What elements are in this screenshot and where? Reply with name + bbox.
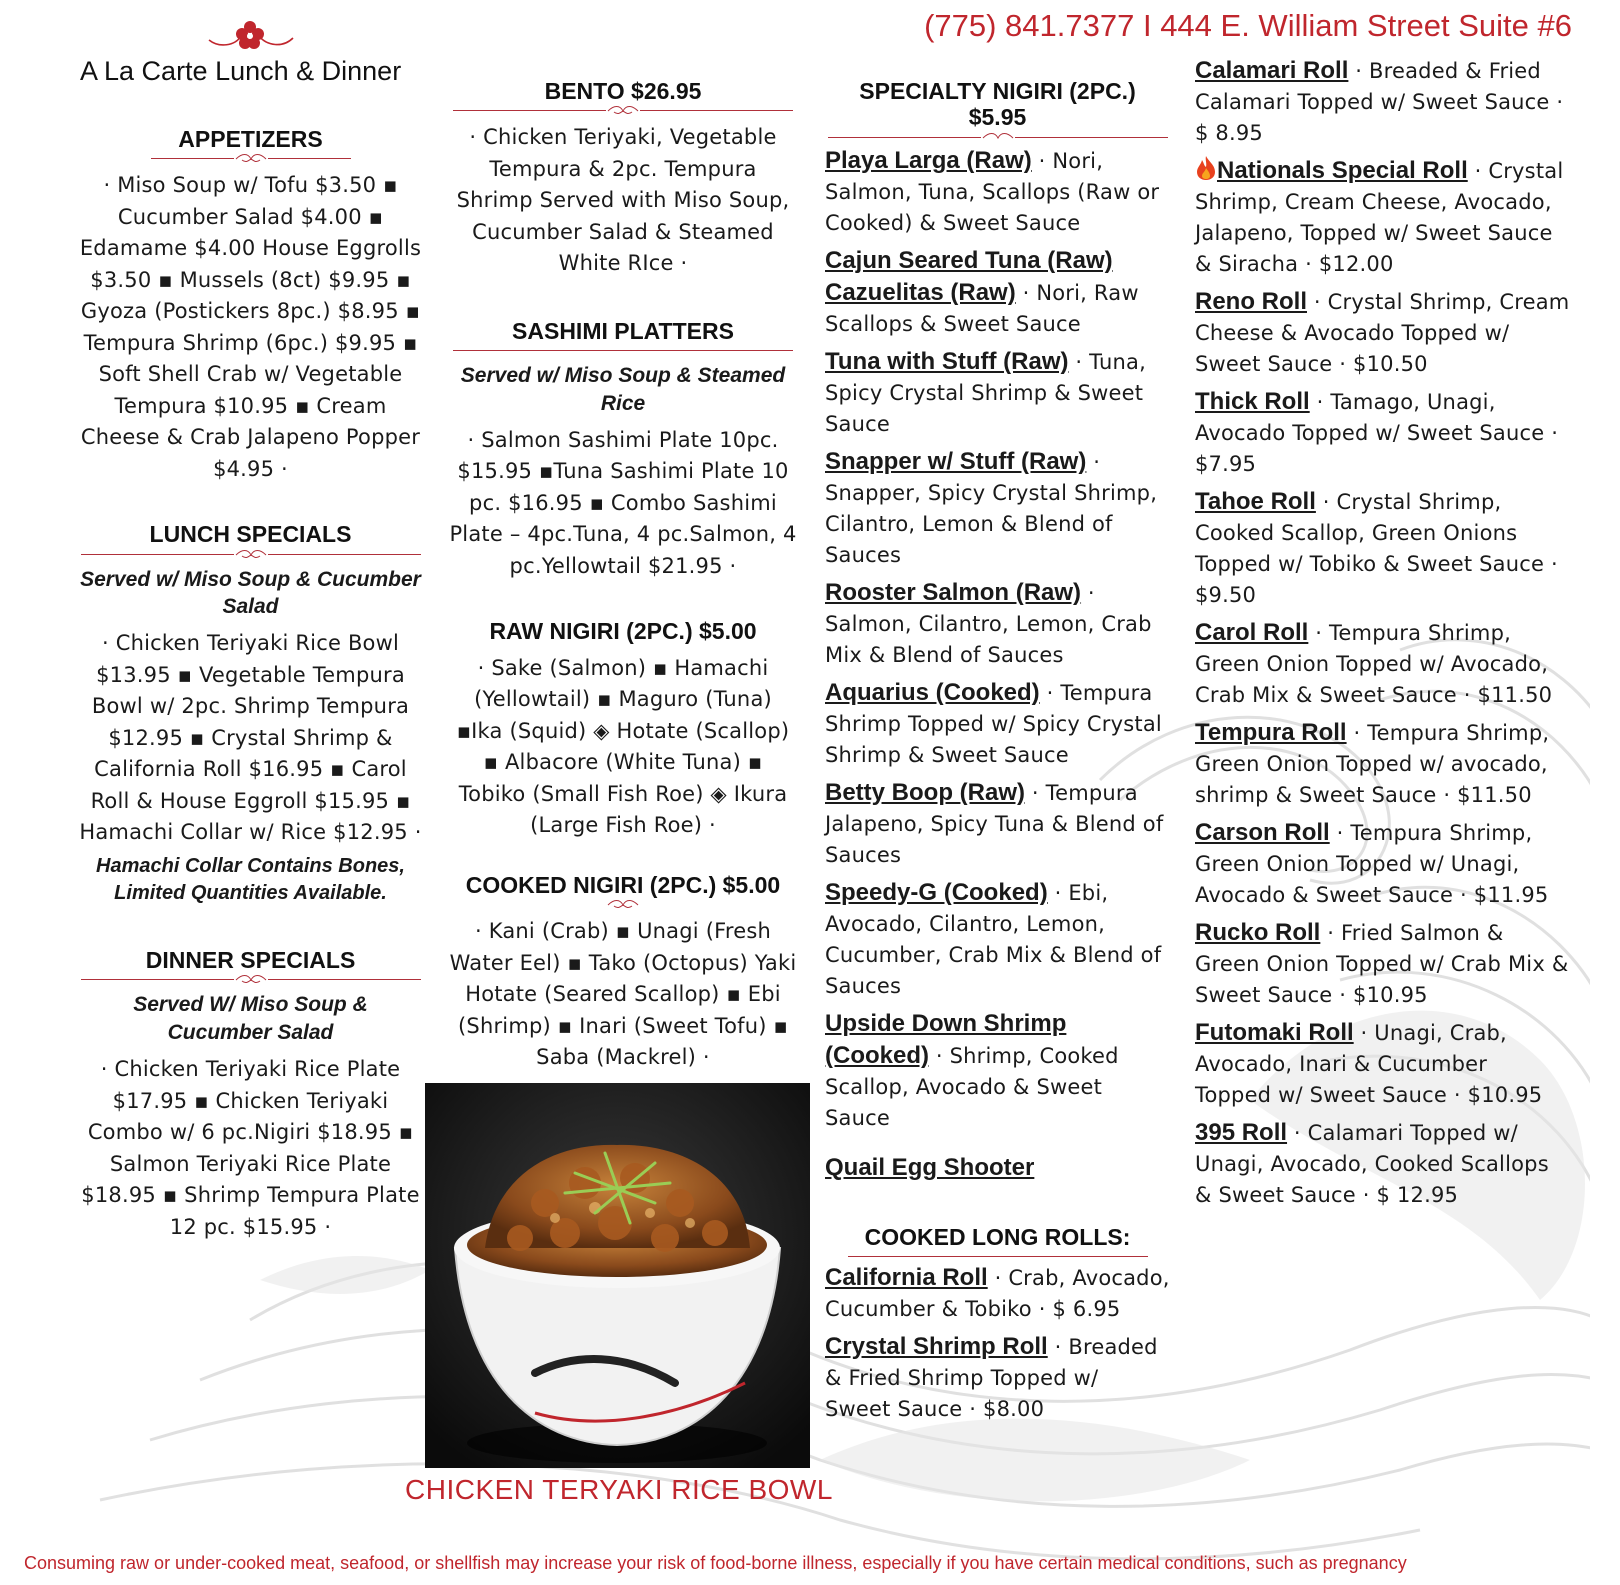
cooked-nigiri-section — [448, 872, 798, 1074]
item-name: Rooster Salmon (Raw) — [825, 578, 1082, 606]
bento-description: · Chicken Teriyaki, Vegetable Tempura & 2pc. Tempura Shrimp Served with Miso Soup, Cucumber Salad & Steamed White RIce · — [456, 125, 790, 276]
item-name: Quail Egg Shooter — [825, 1153, 1035, 1181]
menu-item — [825, 245, 1170, 277]
item-description: · Salmon, Cilantro, Lemon, Crab Mix & Blend of Sauces — [825, 580, 1152, 667]
item-name: Carol Roll — [1195, 619, 1309, 646]
cooked-long-rolls-section — [825, 1224, 1170, 1425]
bento-title: BENTO $26.95 — [544, 78, 702, 104]
item-name: Betty Boop (Raw) — [825, 778, 1025, 806]
menu-item — [1195, 486, 1570, 611]
item-description: · Ebi, Avocado, Cilantro, Lemon, Cucumber, Crab Mix & Blend of Sauces — [825, 880, 1162, 998]
raw-food-disclaimer: Consuming raw or under-cooked meat, seafood, or shellfish may increase your risk of food-borne illness, especially if you have certain medical conditions, such as pregnancy — [24, 1553, 1407, 1573]
item-description: · Tuna, Spicy Crystal Shrimp & Sweet Sauce — [825, 349, 1146, 436]
item-description: · Fried Salmon & Green Onion Topped w/ Crab Mix & Sweet Sauce · $10.95 — [1195, 921, 1569, 1007]
menu-item — [1195, 617, 1570, 711]
raw-nigiri-title: RAW NIGIRI (2PC.) $5.00 — [489, 618, 757, 645]
item-name: Aquarius (Cooked) — [825, 678, 1040, 706]
menu-item — [825, 1331, 1170, 1425]
item-description: · Crystal Shrimp, Cream Cheese & Avocado Topped w/ Sweet Sauce · $10.50 — [1195, 290, 1570, 376]
cooked-nigiri-list: · Kani (Crab) ▪ Unagi (Fresh Water Eel) ▪ Tako (Octopus) Yaki Hotate (Seared Scallop) ▪ Ebi (Shrimp) ▪ Inari (Sweet Tofu) ▪ Saba (Mackrel) · — [449, 919, 797, 1070]
item-name: California Roll — [825, 1264, 988, 1292]
menu-item — [825, 1152, 1170, 1184]
menu-item — [1195, 55, 1570, 149]
menu-item — [1195, 1017, 1570, 1111]
item-description: · Tempura Jalapeno, Spicy Tuna & Blend of Sauces — [825, 780, 1164, 867]
menu-item — [1195, 155, 1570, 280]
spicy-flame-icon — [1195, 155, 1217, 181]
item-name: Thick Roll — [1195, 388, 1310, 415]
column-1 — [78, 126, 423, 1277]
menu-item — [825, 277, 1170, 340]
raw-nigiri-section — [448, 618, 798, 841]
section-divider — [548, 900, 698, 910]
section-divider — [81, 550, 421, 560]
item-description: · Tempura Shrimp, Green Onion Topped w/ Unagi, Avocado & Sweet Sauce · $11.95 — [1195, 821, 1549, 907]
flower-logo — [205, 18, 295, 54]
menu-item — [825, 346, 1170, 440]
cooked-nigiri-title: COOKED NIGIRI (2PC.) $5.00 — [465, 871, 781, 898]
column-3 — [825, 78, 1170, 1459]
sashimi-subtitle: Served w/ Miso Soup & Steamed Rice — [460, 364, 786, 415]
item-description: · Crystal Shrimp, Cooked Scallop, Green Onions Topped w/ Tobiko & Sweet Sauce · $9.50 — [1195, 490, 1558, 607]
menu-item — [825, 145, 1170, 239]
item-name: Speedy-G (Cooked) — [825, 878, 1048, 906]
item-name: Cazuelitas (Raw) — [825, 278, 1016, 306]
item-name: 395 Roll — [1195, 1119, 1288, 1146]
section-divider — [453, 346, 793, 356]
item-description: · Snapper, Spicy Crystal Shrimp, Cilantro, Lemon & Blend of Sauces — [825, 449, 1158, 567]
section-divider — [453, 106, 793, 116]
page-title: A La Carte Lunch & Dinner — [80, 56, 402, 86]
menu-item — [1195, 386, 1570, 480]
column-4 — [1195, 55, 1570, 1217]
appetizers-title: APPETIZERS — [178, 126, 323, 152]
bento-section — [448, 78, 798, 280]
item-name: Reno Roll — [1195, 288, 1307, 315]
item-name: Snapper w/ Stuff (Raw) — [825, 447, 1087, 475]
specialty-nigiri-title: SPECIALTY NIGIRI (2PC.) $5.95 — [859, 78, 1136, 131]
item-name: Tahoe Roll — [1195, 488, 1316, 515]
item-name: Tempura Roll — [1195, 719, 1347, 746]
contact-info: (775) 841.7377 I 444 E. William Street Suite #6 — [924, 8, 1572, 43]
section-divider — [81, 975, 421, 985]
item-name: Playa Larga (Raw) — [825, 146, 1032, 174]
sashimi-title: SASHIMI PLATTERS — [512, 317, 734, 344]
dinner-specials-section — [78, 947, 423, 1243]
menu-item — [825, 1008, 1170, 1134]
dinner-specials-list: · Chicken Teriyaki Rice Plate $17.95 ▪ Chicken Teriyaki Combo w/ 6 pc.Nigiri $18.95 ▪ Salmon Teriyaki Rice Plate $18.95 ▪ Shrimp Tempura Plate 12 pc. $15.95 · — [81, 1057, 420, 1239]
section-divider — [503, 647, 743, 651]
raw-nigiri-list: · Sake (Salmon) ▪ Hamachi (Yellowtail) ▪ Maguro (Tuna) ▪Ika (Squid) ◈ Hotate (Scallop) ▪ Albacore (White Tuna) ▪ Tobiko (Small Fish Roe) ◈ Ikura (Large Fish Roe) · — [456, 655, 790, 838]
item-name: Upside Down Shrimp (Cooked) — [825, 1009, 1067, 1069]
lunch-specials-subtitle: Served w/ Miso Soup & Cucumber Salad — [80, 567, 421, 619]
sashimi-list: · Salmon Sashimi Plate 10pc. $15.95 ▪Tuna Sashimi Plate 10 pc. $16.95 ▪ Combo Sashimi Plate – 4pc.Tuna, 4 pc.Salmon, 4 pc.Yellowtail $21.95 · — [449, 427, 797, 578]
section-divider — [848, 1252, 1148, 1262]
item-description: · Unagi, Crab, Avocado, Inari & Cucumber Topped w/ Sweet Sauce · $10.95 — [1195, 1021, 1543, 1107]
menu-item — [1195, 286, 1570, 380]
photo-caption: CHICKEN TERYAKI RICE BOWL — [405, 1474, 833, 1505]
dinner-specials-subtitle: Served W/ Miso Soup & Cucumber Salad — [133, 993, 368, 1044]
menu-item — [1195, 917, 1570, 1011]
column-2 — [448, 78, 798, 1108]
menu-item — [1195, 1117, 1570, 1211]
menu-item — [1195, 817, 1570, 911]
item-description: · Tempura Shrimp Topped w/ Spicy Crystal Shrimp & Sweet Sauce — [825, 680, 1162, 767]
item-description: · Tamago, Unagi, Avocado Topped w/ Sweet Sauce · $7.95 — [1195, 390, 1559, 476]
item-description: · Calamari Topped w/ Unagi, Avocado, Cooked Scallops & Sweet Sauce · $ 12.95 — [1195, 1121, 1549, 1207]
menu-item — [825, 877, 1170, 1002]
lunch-specials-title: LUNCH SPECIALS — [149, 521, 352, 548]
item-description: · Breaded & Fried Shrimp Topped w/ Sweet Sauce · $8.00 — [825, 1335, 1158, 1422]
appetizers-section — [78, 126, 423, 485]
section-divider — [151, 154, 351, 164]
menu-item — [825, 777, 1170, 871]
item-description: · Nori, Salmon, Tuna, Scallops (Raw or Cooked) & Sweet Sauce — [825, 148, 1160, 235]
dinner-specials-title: DINNER SPECIALS — [145, 946, 356, 973]
item-name: Cajun Seared Tuna (Raw) — [825, 246, 1113, 274]
item-description: · Tempura Shrimp, Green Onion Topped w/ Avocado, Crab Mix & Sweet Sauce · $11.50 — [1195, 621, 1553, 707]
item-description: · Breaded & Fried Calamari Topped w/ Sweet Sauce · $ 8.95 — [1195, 59, 1564, 145]
appetizers-list: · Miso Soup w/ Tofu $3.50 ▪ Cucumber Salad $4.00 ▪ Edamame $4.00 House Eggrolls $3.50 ▪ Mussels (8ct) $9.95 ▪ Gyoza (Postickers 8pc.) $8.95 ▪ Tempura Shrimp (6pc.) $9.95 ▪ Soft Shell Crab w/ Vegetable Tempura $10.95 ▪ Cream Cheese & Crab Jalapeno Popper $4.95 · — [79, 173, 422, 481]
lunch-specials-section — [78, 521, 423, 907]
item-description: · Shrimp, Cooked Scallop, Avocado & Sweet Sauce — [825, 1043, 1119, 1130]
menu-item — [1195, 717, 1570, 811]
item-name: Crystal Shrimp Roll — [825, 1333, 1048, 1361]
item-name: Tuna with Stuff (Raw) — [825, 347, 1069, 375]
hamachi-note: Hamachi Collar Contains Bones, Limited Quantities Available. — [96, 854, 405, 904]
item-name: Nationals Special Roll — [1217, 157, 1468, 184]
cooked-long-rolls-title: COOKED LONG ROLLS: — [864, 1223, 1131, 1250]
item-description: · Tempura Shrimp, Green Onion Topped w/ avocado, shrimp & Sweet Sauce · $11.50 — [1195, 721, 1550, 807]
chicken-teriyaki-bowl-photo — [425, 1083, 810, 1468]
item-description: · Crystal Shrimp, Cream Cheese, Avocado, Jalapeno, Topped w/ Sweet Sauce & Siracha · $12.00 — [1195, 159, 1564, 276]
item-name: Futomaki Roll — [1195, 1019, 1354, 1046]
item-description: · Crab, Avocado, Cucumber & Tobiko · $ 6.95 — [825, 1266, 1170, 1322]
menu-item — [825, 446, 1170, 571]
item-description: · Nori, Raw Scallops & Sweet Sauce — [825, 280, 1139, 336]
menu-item — [825, 1262, 1170, 1325]
specialty-nigiri-section — [825, 78, 1170, 1184]
lunch-specials-list: · Chicken Teriyaki Rice Bowl $13.95 ▪ Vegetable Tempura Bowl w/ 2pc. Shrimp Tempura $12.95 ▪ Crystal Shrimp & California Roll $16.95 ▪ Carol Roll & House Eggroll $15.95 ▪ Hamachi Collar w/ Rice $12.95 · — [79, 631, 422, 845]
menu-item — [825, 577, 1170, 671]
section-divider — [828, 133, 1168, 143]
specialty-nigiri-list — [825, 145, 1170, 1184]
sashimi-section — [448, 318, 798, 583]
menu-item — [825, 677, 1170, 771]
item-name: Rucko Roll — [1195, 919, 1321, 946]
item-name: Calamari Roll — [1195, 57, 1349, 84]
item-name: Carson Roll — [1195, 819, 1330, 846]
